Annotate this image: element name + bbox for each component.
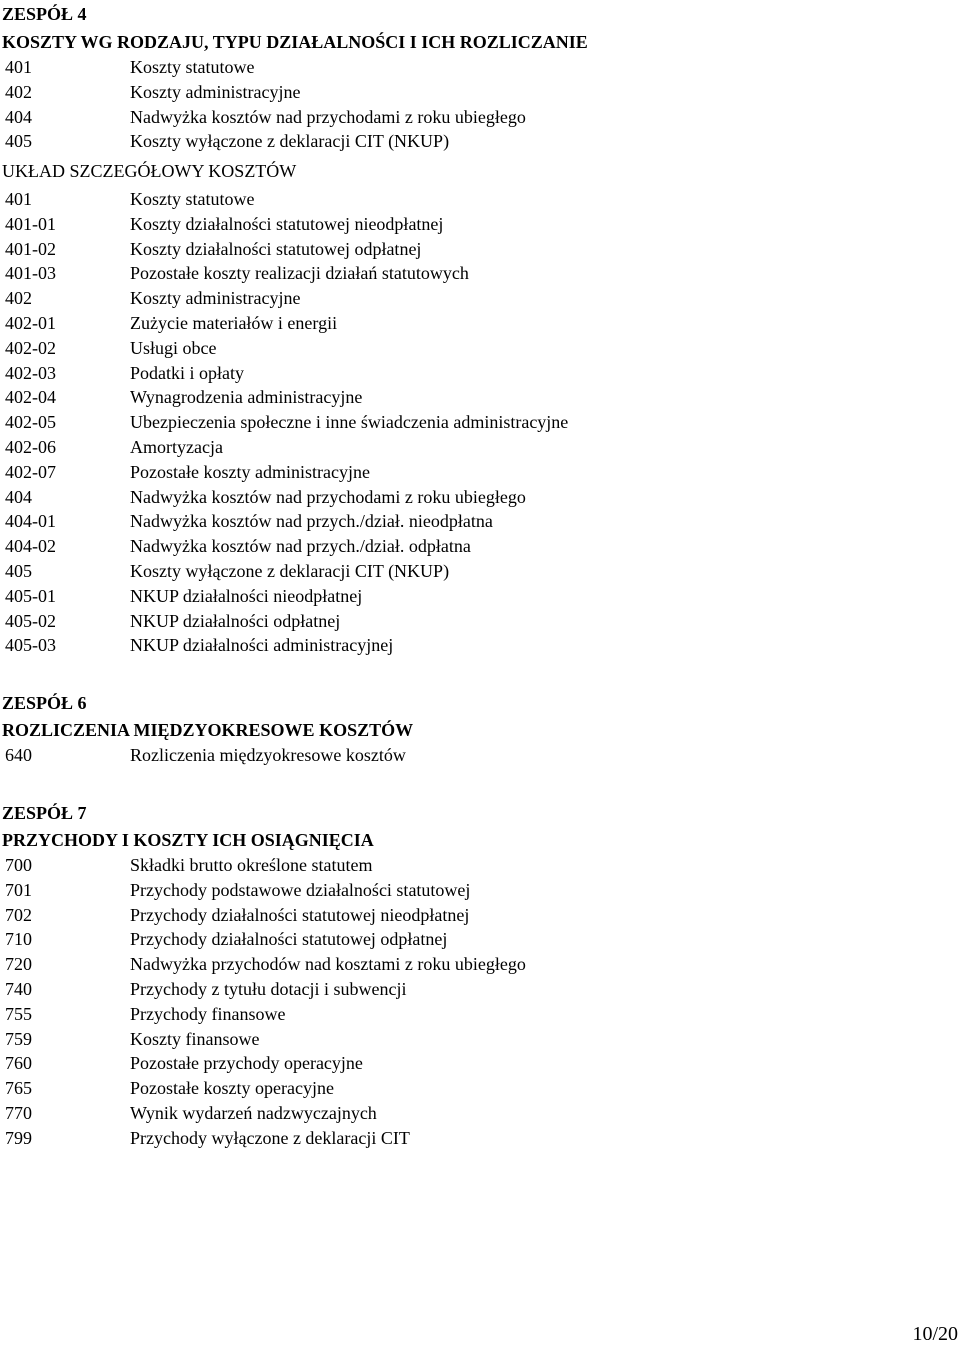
account-name: Wynagrodzenia administracyjne bbox=[130, 387, 363, 408]
account-name: Podatki i opłaty bbox=[130, 362, 244, 383]
group-6 bbox=[0, 691, 960, 742]
account-code: 710 bbox=[5, 929, 32, 950]
account-name: Przychody wyłączone z deklaracji CIT bbox=[130, 1127, 410, 1148]
account-row bbox=[0, 903, 960, 928]
account-row bbox=[0, 261, 960, 286]
account-code: 402 bbox=[5, 81, 32, 102]
account-name: Usługi obce bbox=[130, 337, 217, 358]
account-code: 401 bbox=[5, 57, 32, 77]
account-row bbox=[0, 1051, 960, 1076]
account-name: Koszty wyłączone z deklaracji CIT (NKUP) bbox=[130, 131, 450, 152]
account-code: 402 bbox=[5, 288, 32, 309]
account-name: Zużycie materiałów i energii bbox=[130, 312, 338, 333]
account-row bbox=[0, 1076, 960, 1101]
account-name: Pozostałe koszty operacyjne bbox=[130, 1078, 334, 1099]
account-row bbox=[0, 584, 960, 609]
account-name: NKUP działalności odpłatnej bbox=[130, 610, 341, 631]
account-name: Koszty działalności statutowej odpłatnej bbox=[130, 238, 422, 259]
account-name: Nadwyżka kosztów nad przych./dział. nieodpłatna bbox=[130, 511, 493, 532]
account-code: 720 bbox=[5, 954, 32, 975]
account-name: Nadwyżka przychodów nad kosztami z roku ubiegłego bbox=[130, 954, 526, 975]
account-name: Nadwyżka kosztów nad przychodami z roku ubiegłego bbox=[130, 486, 526, 507]
group-7-account-list bbox=[0, 853, 960, 1151]
account-name: Koszty administracyjne bbox=[130, 288, 301, 309]
account-code: 402-03 bbox=[5, 362, 56, 383]
account-row bbox=[0, 1027, 960, 1052]
account-code: 402-02 bbox=[5, 337, 56, 358]
account-code: 401-01 bbox=[5, 213, 56, 234]
account-row bbox=[0, 534, 960, 559]
account-code: 765 bbox=[5, 1078, 32, 1099]
account-row bbox=[0, 361, 960, 386]
account-code: 700 bbox=[5, 855, 32, 875]
account-name: Przychody finansowe bbox=[130, 1003, 286, 1024]
account-code: 404-01 bbox=[5, 511, 56, 532]
group-7-subtitle: PRZYCHODY I KOSZTY ICH OSIĄGNIĘCIA bbox=[2, 830, 374, 850]
account-code: 702 bbox=[5, 904, 32, 925]
account-row bbox=[0, 460, 960, 485]
account-name: Pozostałe koszty administracyjne bbox=[130, 461, 370, 482]
account-row bbox=[0, 633, 960, 658]
account-code: 404 bbox=[5, 106, 32, 127]
account-row bbox=[0, 743, 960, 768]
group-4-title: ZESPÓŁ 4 bbox=[2, 4, 87, 24]
account-name: NKUP działalności nieodpłatnej bbox=[130, 585, 363, 606]
account-row bbox=[0, 927, 960, 952]
account-row bbox=[0, 105, 960, 130]
account-row bbox=[0, 878, 960, 903]
account-name: Koszty statutowe bbox=[130, 57, 255, 77]
account-row bbox=[0, 509, 960, 534]
group-7-title: ZESPÓŁ 7 bbox=[2, 803, 87, 823]
account-name: Pozostałe przychody operacyjne bbox=[130, 1053, 363, 1074]
account-name: Amortyzacja bbox=[130, 436, 223, 457]
account-code: 405-03 bbox=[5, 635, 56, 656]
group-7 bbox=[0, 801, 960, 852]
account-row bbox=[0, 1101, 960, 1126]
account-row bbox=[0, 80, 960, 105]
account-row bbox=[0, 212, 960, 237]
account-row bbox=[0, 609, 960, 634]
account-row bbox=[0, 485, 960, 510]
account-name: Koszty administracyjne bbox=[130, 81, 301, 102]
account-name: Ubezpieczenia społeczne i inne świadczenia administracyjne bbox=[130, 412, 569, 433]
account-code: 799 bbox=[5, 1127, 32, 1148]
account-code: 402-07 bbox=[5, 461, 56, 482]
account-name: Nadwyżka kosztów nad przychodami z roku ubiegłego bbox=[130, 106, 526, 127]
account-name: Wynik wydarzeń nadzwyczajnych bbox=[130, 1102, 377, 1123]
account-row bbox=[0, 952, 960, 977]
group-6-account-list bbox=[0, 743, 960, 768]
account-row bbox=[0, 977, 960, 1002]
group-4 bbox=[0, 2, 960, 54]
account-code: 740 bbox=[5, 978, 32, 999]
account-row bbox=[0, 435, 960, 460]
account-name: Przychody podstawowe działalności statutowej bbox=[130, 879, 471, 900]
account-row bbox=[0, 559, 960, 584]
account-code: 755 bbox=[5, 1003, 32, 1024]
account-code: 405-02 bbox=[5, 610, 56, 631]
account-row bbox=[0, 187, 960, 212]
account-row bbox=[0, 55, 960, 80]
account-code: 402-06 bbox=[5, 436, 56, 457]
account-row bbox=[0, 336, 960, 361]
detail-section bbox=[0, 159, 960, 184]
account-row bbox=[0, 237, 960, 262]
account-row bbox=[0, 1126, 960, 1151]
account-code: 640 bbox=[5, 745, 32, 765]
account-name: Składki brutto określone statutem bbox=[130, 855, 373, 875]
account-code: 404 bbox=[5, 486, 32, 507]
account-row bbox=[0, 385, 960, 410]
account-code: 759 bbox=[5, 1028, 32, 1049]
account-name: NKUP działalności administracyjnej bbox=[130, 635, 394, 656]
account-code: 760 bbox=[5, 1053, 32, 1074]
account-name: Koszty statutowe bbox=[130, 189, 255, 209]
account-row bbox=[0, 129, 960, 154]
account-code: 404-02 bbox=[5, 536, 56, 557]
account-name: Nadwyżka kosztów nad przych./dział. odpłatna bbox=[130, 536, 471, 557]
group-4-subtitle: KOSZTY WG RODZAJU, TYPU DZIAŁALNOŚCI I ICH ROZLICZANIE bbox=[2, 32, 588, 52]
detail-title: UKŁAD SZCZEGÓŁOWY KOSZTÓW bbox=[2, 161, 297, 181]
account-row bbox=[0, 1002, 960, 1027]
account-name: Koszty finansowe bbox=[130, 1028, 260, 1049]
account-code: 401-03 bbox=[5, 263, 56, 284]
account-code: 770 bbox=[5, 1102, 32, 1123]
account-code: 402-01 bbox=[5, 312, 56, 333]
account-code: 405 bbox=[5, 131, 32, 152]
account-name: Przychody działalności statutowej nieodpłatnej bbox=[130, 904, 470, 925]
account-name: Rozliczenia międzyokresowe kosztów bbox=[130, 745, 406, 765]
account-name: Koszty wyłączone z deklaracji CIT (NKUP) bbox=[130, 560, 450, 581]
account-row bbox=[0, 853, 960, 878]
account-code: 402-05 bbox=[5, 412, 56, 433]
group-6-title: ZESPÓŁ 6 bbox=[2, 693, 87, 713]
account-code: 701 bbox=[5, 879, 32, 900]
account-code: 401 bbox=[5, 189, 32, 209]
detail-account-list bbox=[0, 187, 960, 658]
account-row bbox=[0, 286, 960, 311]
account-code: 402-04 bbox=[5, 387, 56, 408]
account-name: Koszty działalności statutowej nieodpłatnej bbox=[130, 213, 444, 234]
account-name: Pozostałe koszty realizacji działań statutowych bbox=[130, 263, 469, 284]
account-row bbox=[0, 410, 960, 435]
page-number: 10/20 bbox=[912, 1323, 958, 1345]
account-row bbox=[0, 311, 960, 336]
account-code: 405 bbox=[5, 560, 32, 581]
account-code: 405-01 bbox=[5, 585, 56, 606]
group-6-subtitle: ROZLICZENIA MIĘDZYOKRESOWE KOSZTÓW bbox=[2, 720, 414, 740]
account-code: 401-02 bbox=[5, 238, 56, 259]
account-name: Przychody z tytułu dotacji i subwencji bbox=[130, 978, 407, 999]
group-4-account-list bbox=[0, 55, 960, 154]
account-name: Przychody działalności statutowej odpłatnej bbox=[130, 929, 448, 950]
